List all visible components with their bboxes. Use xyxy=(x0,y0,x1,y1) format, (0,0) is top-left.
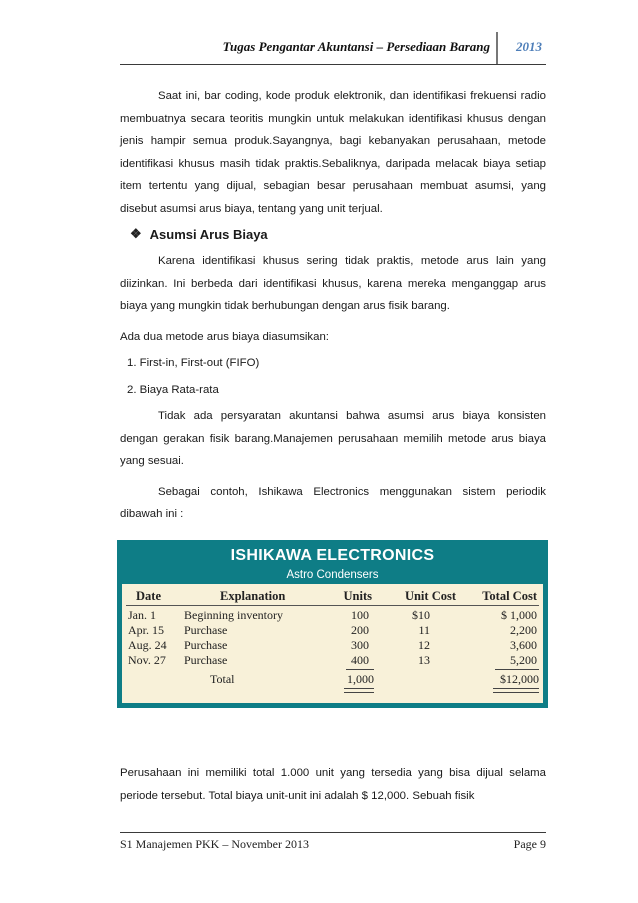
cell-unit-cost: 13 xyxy=(418,652,430,667)
header-separator xyxy=(496,32,498,64)
cell-units: 200 xyxy=(351,622,369,637)
cell-explanation: Purchase xyxy=(184,622,228,637)
cell-unit-cost: 12 xyxy=(418,637,430,652)
diamond-bullet-icon: ❖ xyxy=(130,226,142,241)
cell-units: 300 xyxy=(351,637,369,652)
paragraph-summary: Perusahaan ini memiliki total 1.000 unit yang tersedia yang bisa dijual selama periode tersebut. Total biaya unit-unit ini adalah $ 12,000. Sebuah fisik xyxy=(120,767,546,802)
cell-total-cost: 5,200 xyxy=(510,652,537,667)
page-footer xyxy=(120,832,546,851)
list-item-average: 2. Biaya Rata-rata xyxy=(127,383,219,396)
cell-total-units: 1,000 xyxy=(347,671,374,686)
inventory-table-figure xyxy=(117,540,548,708)
header-year: 2013 xyxy=(516,39,542,54)
column-header-total-cost: Total Cost xyxy=(482,588,537,603)
footer-page-number: Page 9 xyxy=(513,837,546,851)
cell-date: Aug. 24 xyxy=(128,637,167,652)
column-header-units: Units xyxy=(343,588,372,603)
section-heading-label: Asumsi Arus Biaya xyxy=(149,226,268,242)
figure-title: ISHIKAWA ELECTRONICS xyxy=(230,546,435,564)
figure-table xyxy=(122,584,543,703)
units-double-rule xyxy=(344,688,374,693)
paragraph-example: Sebagai contoh, Ishikawa Electronics menggunakan sistem periodik dibawah ini : xyxy=(120,485,546,520)
page-header xyxy=(120,30,546,65)
list-item-fifo: 1. First-in, First-out (FIFO) xyxy=(127,357,260,369)
cell-explanation: Purchase xyxy=(184,652,228,667)
cell-date: Apr. 15 xyxy=(128,622,164,637)
cost-subtotal-rule xyxy=(495,669,539,670)
page-body xyxy=(120,85,546,708)
cell-unit-cost: $10 xyxy=(412,607,430,622)
figure-subtitle: Astro Condensers xyxy=(286,568,379,581)
cell-total-cost: 2,200 xyxy=(510,622,537,637)
page-body-continued xyxy=(120,762,546,807)
section-heading xyxy=(130,226,546,242)
header-rule xyxy=(126,605,539,606)
footer-course: S1 Manajemen PKK – November 2013 xyxy=(120,837,309,851)
cell-total-cost: $ 1,000 xyxy=(501,607,537,622)
cell-explanation: Purchase xyxy=(184,637,228,652)
cell-date: Nov. 27 xyxy=(128,652,166,667)
cell-total-label: Total xyxy=(210,671,235,686)
paragraph-cost-flow: Karena identifikasi khusus sering tidak praktis, metode arus lain yang diizinkan. Ini berbeda dari identifikasi khusus, karena mereka menganggap arus biaya yang mungkin tidak berhubungan dengan arus fisik barang. xyxy=(120,255,546,312)
paragraph-intro: Saat ini, bar coding, kode produk elektronik, dan identifikasi frekuensi radio membuatnya secara teoritis mungkin untuk melakukan identifikasi khusus dengan jenis hampir semua produk.Sayangnya, bagi kebanyakan perusahaan, metode identifikasi khusus masih tidak praktis.Sebaliknya, daripada melacak biaya setiap item tertentu yang dijual, sebagian besar perusahaan membuat asumsi, yang disebut asumsi arus biaya, tentang yang unit terjual. xyxy=(120,90,546,215)
paragraph-methods-intro: Ada dua metode arus biaya diasumsikan: xyxy=(120,330,329,343)
cell-explanation: Beginning inventory xyxy=(184,607,283,622)
cell-units: 400 xyxy=(351,652,369,667)
column-header-date: Date xyxy=(136,588,161,603)
cell-total-cost: 3,600 xyxy=(510,637,537,652)
column-header-unit-cost: Unit Cost xyxy=(404,588,456,603)
cell-date: Jan. 1 xyxy=(128,607,156,622)
units-subtotal-rule xyxy=(346,669,374,670)
column-header-explanation: Explanation xyxy=(220,588,286,603)
header-title: Tugas Pengantar Akuntansi – Persediaan Barang xyxy=(222,39,490,54)
paragraph-requirements: Tidak ada persyaratan akuntansi bahwa asumsi arus biaya konsisten dengan gerakan fisik barang.Manajemen perusahaan memilih metode arus biaya yang sesuai. xyxy=(120,410,546,467)
cell-unit-cost: 11 xyxy=(418,622,430,637)
cell-units: 100 xyxy=(351,607,369,622)
cost-double-rule xyxy=(493,688,539,693)
cell-total-cost-sum: $12,000 xyxy=(500,671,539,686)
